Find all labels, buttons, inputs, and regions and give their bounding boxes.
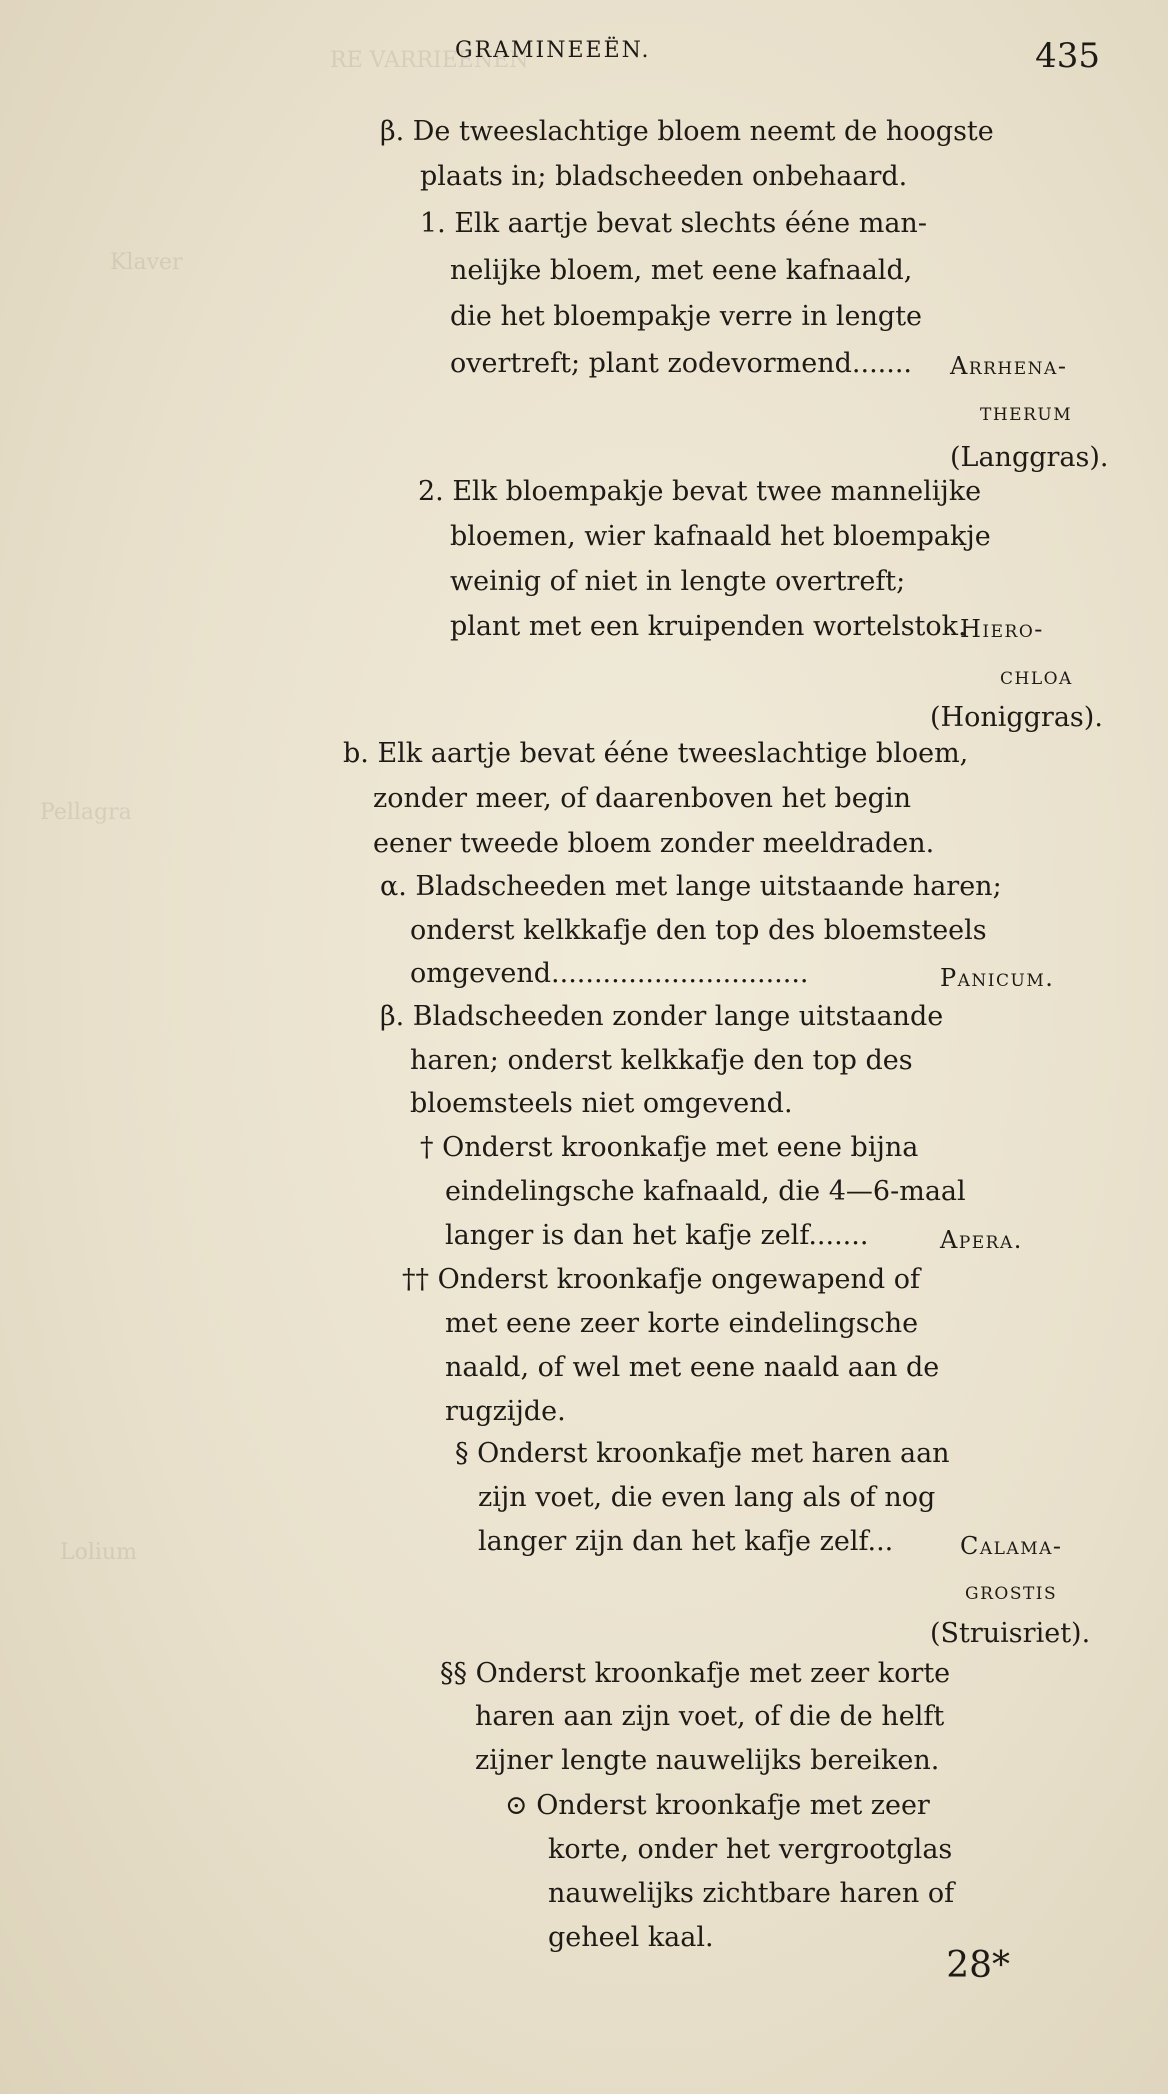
text-line: †† Onderst kroonkafje ongewapend of — [402, 1264, 920, 1295]
text-line: β. Bladscheeden zonder lange uitstaande — [380, 1001, 944, 1032]
text-line: nelijke bloem, met eene kafnaald, — [450, 255, 913, 286]
running-head: GRAMINEEËN. — [455, 38, 651, 63]
genus-name: Arrhena- — [950, 352, 1068, 380]
text-line: weinig of niet in lengte overtreft; — [450, 566, 906, 597]
text-line: eindelingsche kafnaald, die 4—6-maal — [445, 1176, 966, 1207]
genus-name: Apera. — [940, 1226, 1023, 1254]
text-line: geheel kaal. — [548, 1922, 714, 1953]
signature-mark: 28* — [946, 1945, 1010, 1986]
text-line: plaats in; bladscheeden onbehaard. — [420, 161, 908, 192]
text-line: eener tweede bloem zonder meeldraden. — [373, 828, 935, 859]
text-line: zonder meer, of daarenboven het begin — [373, 783, 911, 814]
text-line: omgevend.............................. — [410, 958, 809, 989]
text-line: α. Bladscheeden met lange uitstaande haren; — [380, 871, 1002, 902]
genus-name: therum — [980, 398, 1073, 426]
common-name: (Honiggras). — [930, 702, 1103, 733]
genus-name: Hiero- — [960, 615, 1044, 643]
text-line: † Onderst kroonkafje met eene bijna — [420, 1132, 919, 1163]
page-number: 435 — [1035, 36, 1100, 76]
text-line: rugzijde. — [445, 1396, 566, 1427]
text-line: bloemsteels niet omgevend. — [410, 1088, 793, 1119]
genus-name: Calama- — [960, 1532, 1063, 1560]
genus-name: grostis — [965, 1577, 1058, 1605]
book-page: RE VARRIEENEN Klaver Pellagra Lolium GRAMINEEËN. 435 β. De tweeslachtige bloem neemt de hoogste plaats in; bladscheeden onbehaard. 1. Elk aartje bevat slechts ééne man- nelijke bloem, met eene kafnaald, die het bloempakje verre in lengte overtreft; plant zodevormend....... Arrhena- therum (Langgras). 2. Elk bloempakje bevat twee mannelijke bloemen, wier kafnaald het bloempakje weinig of niet in lengte overtreft; plant met een kruipenden wortelstok. Hiero- chloa (Honiggras). b. Elk aartje bevat ééne tweeslachtige bloem, zonder meer, of daarenboven het begin eener tweede bloem zonder meeldraden. α. Bladscheeden met lange uitstaande haren; onderst kelkkafje den top des bloemsteels omgevend.............................. Panicum. β. Bladscheeden zonder lange uitstaande haren; onderst kelkkafje den top des bloemsteels niet omgevend. † Onderst kroonkafje met eene bijna eindelingsche kafnaald, die 4—6-maal langer is dan het kafje zelf....... Apera. †† Onderst kroonkafje ongewapend of met eene zeer korte eindelingsche naald, of wel met eene naald aan de rugzijde. § Onderst kroonkafje met haren aan zijn voet, die even lang als of nog langer zijn dan het kafje zelf... Calama- grostis (Struisriet). §§ Onderst kroonkafje met zeer korte haren aan zijn voet, of die de helft zijner lengte nauwelijks bereiken. ⊙ Onderst kroonkafje met zeer korte, onder het vergrootglas nauwelijks zichtbare haren of geheel kaal. 28* — [0, 0, 1168, 2094]
text-line: nauwelijks zichtbare haren of — [548, 1878, 955, 1909]
genus-name: chloa — [1000, 662, 1073, 690]
text-line: met eene zeer korte eindelingsche — [445, 1308, 919, 1339]
text-line: die het bloempakje verre in lengte — [450, 301, 923, 332]
text-line: b. Elk aartje bevat ééne tweeslachtige bloem, — [343, 738, 969, 769]
text-line: langer is dan het kafje zelf....... — [445, 1220, 869, 1251]
text-line: langer zijn dan het kafje zelf... — [478, 1526, 894, 1557]
text-line: haren aan zijn voet, of die de helft — [475, 1701, 945, 1732]
common-name: (Struisriet). — [930, 1618, 1091, 1649]
text-line: zijner lengte nauwelijks bereiken. — [475, 1745, 940, 1776]
text-line: overtreft; plant zodevormend....... — [450, 348, 912, 379]
text-line: § Onderst kroonkafje met haren aan — [455, 1438, 950, 1469]
text-line: onderst kelkkafje den top des bloemsteels — [410, 915, 987, 946]
text-line: haren; onderst kelkkafje den top des — [410, 1045, 913, 1076]
text-line: bloemen, wier kafnaald het bloempakje — [450, 521, 991, 552]
text-line: plant met een kruipenden wortelstok. — [450, 611, 967, 642]
text-line: 2. Elk bloempakje bevat twee mannelijke — [418, 476, 982, 507]
common-name: (Langgras). — [950, 442, 1109, 473]
text-line: zijn voet, die even lang als of nog — [478, 1482, 936, 1513]
genus-name: Panicum. — [940, 964, 1055, 992]
text-line: 1. Elk aartje bevat slechts ééne man- — [420, 208, 927, 239]
text-line: korte, onder het vergrootglas — [548, 1834, 953, 1865]
text-line: β. De tweeslachtige bloem neemt de hoogste — [380, 116, 994, 147]
text-line: §§ Onderst kroonkafje met zeer korte — [440, 1658, 951, 1689]
text-line: naald, of wel met eene naald aan de — [445, 1352, 940, 1383]
text-line: ⊙ Onderst kroonkafje met zeer — [505, 1790, 930, 1821]
